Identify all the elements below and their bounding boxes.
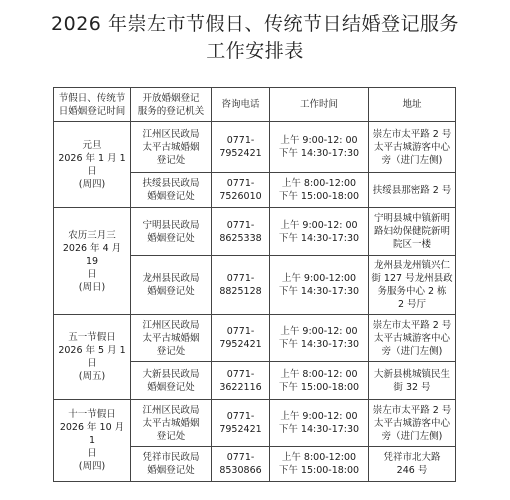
- address-cell: 崇左市太平路 2 号 太平古城游客中心 旁（进门左侧): [369, 122, 456, 173]
- hours-cell: 上午 9:00-12: 00 下午 14:30-17:30: [270, 315, 369, 362]
- office-cell: 凭祥市民政局 婚姻登记处: [131, 447, 212, 482]
- phone-cell: 0771- 7526010: [212, 173, 270, 208]
- office-cell: 江州区民政局 太平古城婚姻 登记处: [131, 315, 212, 362]
- page-title: 2026 年崇左市节假日、传统节日结婚登记服务: [51, 13, 459, 35]
- phone-cell: 0771- 7952421: [212, 122, 270, 173]
- hours-cell: 上午 8:00-12: 00 下午 15:00-18:00: [270, 362, 369, 400]
- hours-cell: 上午 9:00-12: 00 下午 14:30-17:30: [270, 400, 369, 447]
- page-subtitle: 工作安排表: [206, 40, 304, 62]
- holiday-date-cell: 元旦 2026 年 1 月 1 日 (周四): [54, 122, 131, 208]
- holiday-date-cell: 五一节假日 2026 年 5 月 1 日 (周五): [54, 315, 131, 400]
- hours-cell: 上午 8:00-12:00 下午 15:00-18:00: [270, 447, 369, 482]
- address-cell: 崇左市太平路 2 号 太平古城游客中心 旁（进门左侧): [369, 315, 456, 362]
- hours-cell: 上午 8:00-12:00 下午 15:00-18:00: [270, 173, 369, 208]
- header-phone: 咨询电话: [212, 88, 270, 122]
- office-cell: 江州区民政局 太平古城婚姻 登记处: [131, 122, 212, 173]
- holiday-date-cell: 农历三月三 2026 年 4 月 19 日 (周日): [54, 208, 131, 315]
- table-row: [54, 122, 456, 173]
- hours-cell: 上午 9:00-12:00 下午 14:30-17:30: [270, 256, 369, 315]
- office-cell: 龙州县民政局 婚姻登记处: [131, 256, 212, 315]
- phone-cell: 0771- 8530866: [212, 447, 270, 482]
- hours-cell: 上午 9:00-12: 00 下午 14:30-17:30: [270, 208, 369, 256]
- phone-cell: 0771- 8625338: [212, 208, 270, 256]
- table-header-row: [54, 88, 456, 122]
- table-row: [54, 400, 456, 447]
- table-row: [54, 315, 456, 362]
- address-cell: 扶绥县那密路 2 号: [369, 173, 456, 208]
- hours-cell: 上午 9:00-12: 00 下午 14:30-17:30: [270, 122, 369, 173]
- address-cell: 崇左市太平路 2 号 太平古城游客中心 旁（进门左侧): [369, 400, 456, 447]
- office-cell: 扶绥县民政局 婚姻登记处: [131, 173, 212, 208]
- address-cell: 龙州县龙州镇兴仁 街 127 号龙州县政 务服务中心 2 栋 2 号厅: [369, 256, 456, 315]
- header-address: 地址: [369, 88, 456, 122]
- header-date: 节假日、传统节 日婚姻登记时间: [54, 88, 131, 122]
- address-cell: 凭祥市北大路 246 号: [369, 447, 456, 482]
- header-hours: 工作时间: [270, 88, 369, 122]
- holiday-date-cell: 十一节假日 2026 年 10 月 1 日 (周四): [54, 400, 131, 482]
- address-cell: 宁明县城中镇新明 路妇幼保健院新明 院区一楼: [369, 208, 456, 256]
- header-office: 开放婚姻登记 服务的登记机关: [131, 88, 212, 122]
- office-cell: 宁明县民政局 婚姻登记处: [131, 208, 212, 256]
- office-cell: 大新县民政局 婚姻登记处: [131, 362, 212, 400]
- address-cell: 大新县桃城镇民生 街 32 号: [369, 362, 456, 400]
- phone-cell: 0771- 7952421: [212, 315, 270, 362]
- phone-cell: 0771- 8825128: [212, 256, 270, 315]
- phone-cell: 0771- 7952421: [212, 400, 270, 447]
- phone-cell: 0771- 3622116: [212, 362, 270, 400]
- schedule-table: [53, 87, 456, 482]
- table-row: [54, 208, 456, 256]
- office-cell: 江州区民政局 太平古城婚姻 登记处: [131, 400, 212, 447]
